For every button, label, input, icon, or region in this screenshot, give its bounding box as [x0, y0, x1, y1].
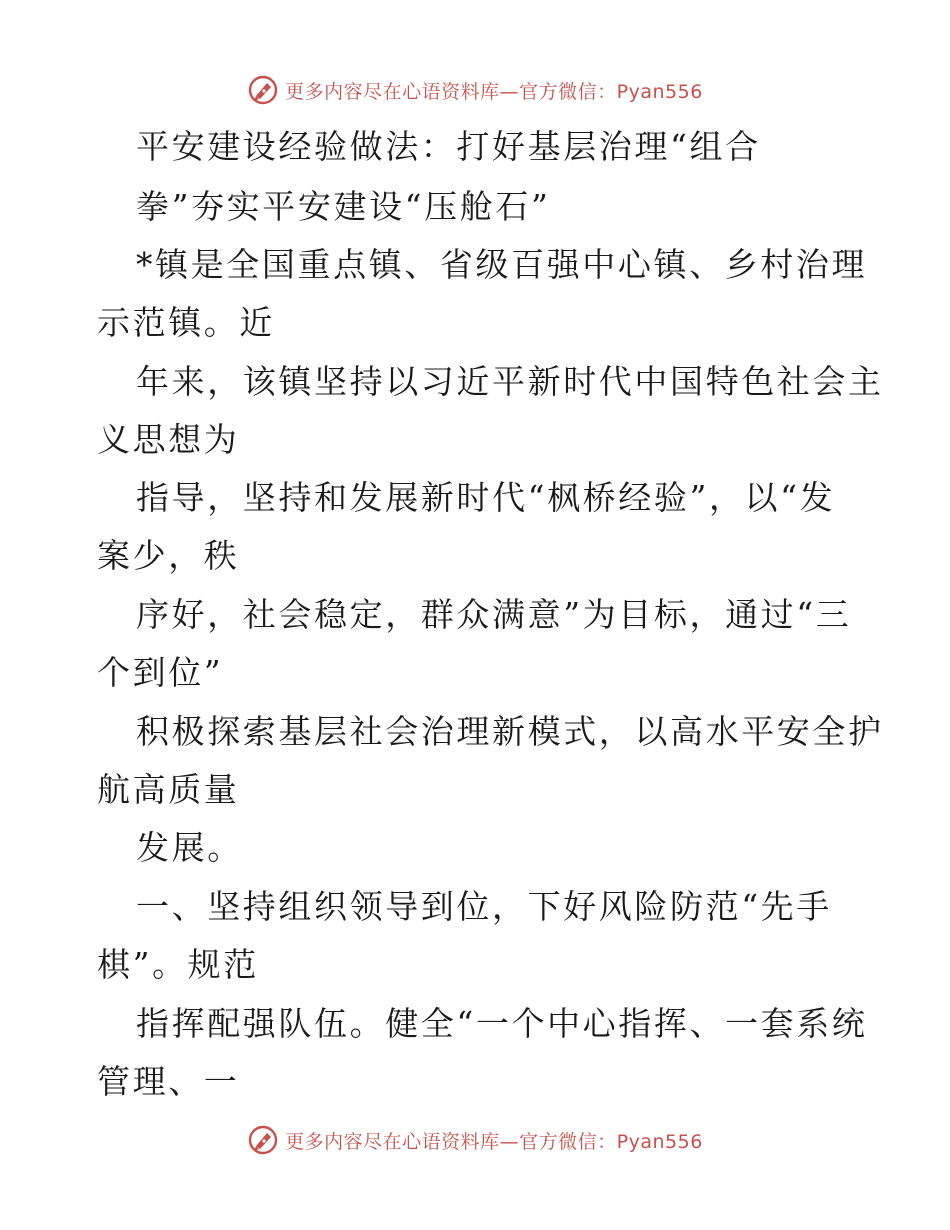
paragraph-line: 管理、一 — [97, 1062, 240, 1101]
paragraph-line: 序好，社会稳定，群众满意”为目标，通过“三 — [136, 595, 852, 634]
section-heading-line: 一、坚持组织领导到位，下好风险防范“先手 — [136, 887, 832, 926]
paragraph-line: 指导，坚持和发展新时代“枫桥经验”，以“发 — [136, 478, 836, 517]
doc-title-line-1: 平安建设经验做法：打好基层治理“组合 — [136, 127, 761, 166]
paragraph-line: 个到位” — [97, 653, 224, 692]
paragraph-line: 年来，该镇坚持以习近平新时代中国特色社会主 — [136, 362, 884, 401]
paragraph-line: 义思想为 — [97, 420, 240, 459]
paragraph-line: 航高质量 — [97, 770, 240, 809]
paragraph-line: 案少，秩 — [97, 536, 240, 575]
paragraph-line: 棋”。规范 — [97, 945, 259, 984]
paragraph-line: *镇是全国重点镇、省级百强中心镇、乡村治理 — [136, 245, 868, 284]
paragraph-line: 发展。 — [136, 828, 243, 867]
paragraph-line: 积极探索基层社会治理新模式，以高水平安全护 — [136, 712, 884, 751]
paragraph-line: 示范镇。近 — [97, 303, 275, 342]
footer-watermark — [0, 1120, 950, 1160]
watermark-text: 更多内容尽在心语资料库—官方微信：Pyan556 — [285, 1130, 703, 1153]
paragraph-line: 指挥配强队伍。健全“一个中心指挥、一套系统 — [136, 1004, 868, 1043]
doc-title-line-2: 拳”夯实平安建设“压舱石” — [136, 187, 551, 226]
watermark-text: 更多内容尽在心语资料库—官方微信：Pyan556 — [285, 80, 703, 103]
pen-logo-icon — [247, 1124, 279, 1156]
